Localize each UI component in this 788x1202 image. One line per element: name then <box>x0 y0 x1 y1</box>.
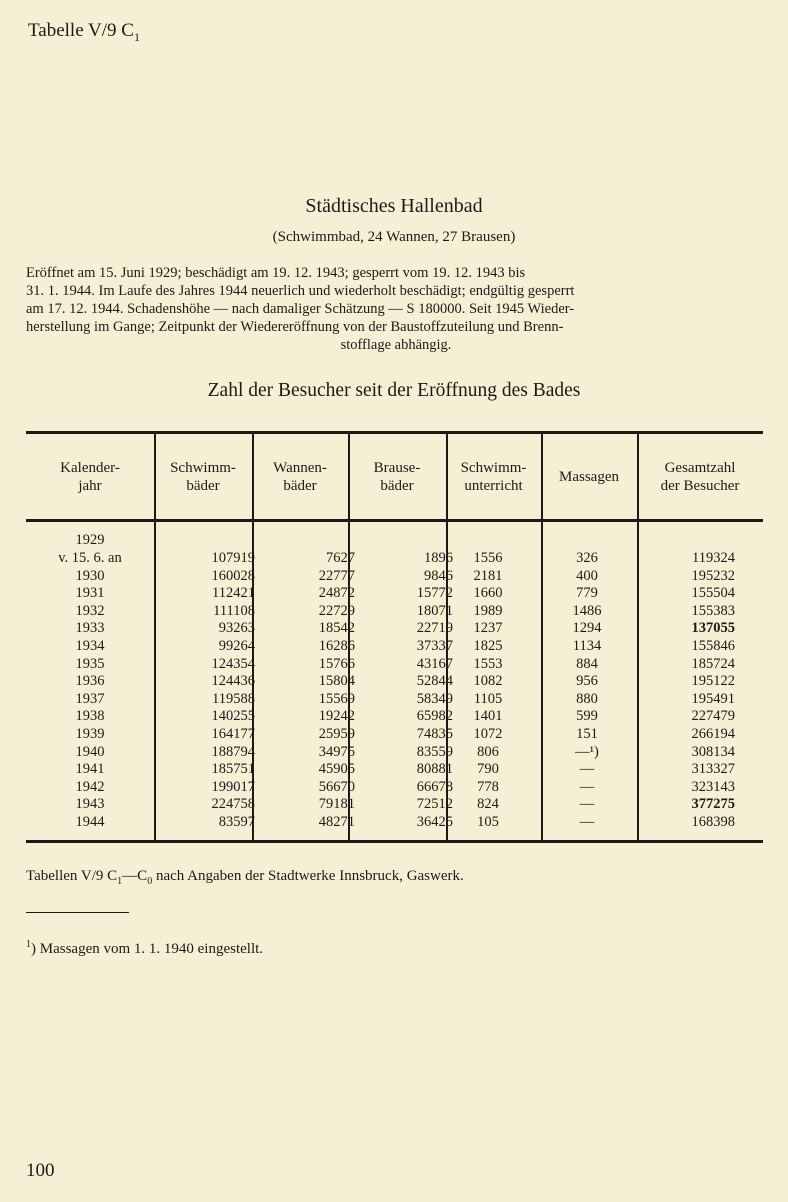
cell-wannenbaeder: 45905 <box>318 761 355 778</box>
cell-schwimmbaeder: 111108 <box>213 602 255 619</box>
cell-brausebaeder: 80881 <box>416 761 453 778</box>
header-wannenbaeder: Wannen- bäder <box>273 459 327 494</box>
cell-year: 1931 <box>75 585 105 602</box>
cell-wannenbaeder: 79181 <box>318 796 355 813</box>
visitor-table <box>26 431 763 843</box>
cell-schwimmbaeder: 160028 <box>211 567 255 584</box>
cell-schwimmbaeder: 199017 <box>211 778 255 795</box>
cell-massagen: 884 <box>576 655 598 672</box>
cell-schwimmunterricht: 790 <box>477 761 499 778</box>
header-gesamtzahl: Gesamtzahl der Besucher <box>660 459 740 494</box>
cell-year: 1944 <box>75 814 105 830</box>
table-row <box>26 656 763 674</box>
cell-year: 1934 <box>75 638 105 654</box>
cell-massagen: 880 <box>576 690 598 707</box>
cell-schwimmunterricht: 806 <box>477 743 499 760</box>
cell-brausebaeder: 18071 <box>416 602 453 619</box>
cell-year: 1930 <box>75 567 105 584</box>
cell-wannenbaeder: 15804 <box>318 673 355 690</box>
table-row <box>26 585 763 603</box>
source-note: Tabellen V/9 $C_1—C_0$ nach Angaben der Stadtwerke Innsbruck, Gaswerk. <box>26 868 464 887</box>
cell-schwimmunterricht: 1660 <box>473 585 503 602</box>
table-row <box>26 691 763 709</box>
cell-gesamtzahl: 323143 <box>691 778 735 795</box>
table-row <box>26 814 763 832</box>
table-row <box>26 744 763 762</box>
cell-year: 1941 <box>75 761 105 778</box>
intro-line: 31. 1. 1944. Im Laufe des Jahres 1944 neuerlich und wiederholt beschädigt; endgültig gesperrt <box>26 283 575 299</box>
cell-schwimmbaeder: 124436 <box>211 673 255 690</box>
cell-wannenbaeder: 19242 <box>318 708 355 725</box>
header-schwimmbaeder: Schwimm- bäder <box>170 459 236 494</box>
cell-gesamtzahl: 155846 <box>691 638 735 654</box>
cell-gesamtzahl: 195122 <box>691 673 735 690</box>
cell-schwimmbaeder: 99264 <box>218 638 255 654</box>
cell-brausebaeder: 83559 <box>416 743 453 760</box>
cell-wannenbaeder: 34975 <box>318 743 355 760</box>
cell-schwimmunterricht: 1553 <box>473 655 503 672</box>
cell-massagen: 151 <box>576 726 598 742</box>
cell-massagen: 1134 <box>572 638 602 654</box>
cell-schwimmunterricht: 1082 <box>473 673 503 690</box>
cell-year: 1932 <box>75 602 105 619</box>
cell-schwimmbaeder: 124354 <box>211 655 255 672</box>
cell-gesamtzahl: 155383 <box>691 602 735 619</box>
table-caption: Zahl der Besucher seit der Eröffnung des Bades <box>207 380 581 401</box>
cell-year: 1939 <box>75 726 105 742</box>
intro-line: stofflage abhängig. <box>340 337 452 353</box>
page-subtitle: (Schwimmbad, 24 Wannen, 27 Brausen) <box>272 229 516 245</box>
page-number: 100 <box>26 1160 55 1181</box>
table-row <box>26 603 763 621</box>
cell-massagen: 599 <box>576 708 598 725</box>
cell-massagen: 1486 <box>572 602 602 619</box>
first-year-label: 1929 <box>75 532 105 548</box>
cell-massagen: 326 <box>576 550 598 566</box>
header-schwimmunterricht: Schwimm- unterricht <box>460 459 527 494</box>
cell-schwimmunterricht: 1556 <box>473 550 503 566</box>
cell-brausebaeder: 65982 <box>416 708 453 725</box>
cell-brausebaeder: 22719 <box>416 620 453 637</box>
cell-year: 1943 <box>75 796 105 813</box>
table-row <box>26 673 763 691</box>
cell-massagen: —¹) <box>575 743 599 760</box>
cell-schwimmunterricht: 1237 <box>473 620 503 637</box>
cell-wannenbaeder: 7627 <box>326 550 355 566</box>
cell-brausebaeder: 72512 <box>416 796 453 813</box>
cell-schwimmunterricht: 1401 <box>473 708 503 725</box>
cell-schwimmunterricht: 778 <box>477 778 499 795</box>
cell-schwimmbaeder: 112421 <box>212 585 255 602</box>
cell-schwimmbaeder: 83597 <box>218 814 255 830</box>
cell-wannenbaeder: 48271 <box>318 814 355 830</box>
cell-gesamtzahl: 155504 <box>691 585 735 602</box>
intro-line: am 17. 12. 1944. Schadenshöhe — nach damaliger Schätzung — S 180000. Seit 1945 Wieder- <box>26 301 575 317</box>
cell-year: v. 15. 6. an <box>58 550 122 566</box>
cell-massagen: 1294 <box>572 620 602 637</box>
cell-brausebaeder: 58349 <box>416 690 453 707</box>
cell-brausebaeder: 1896 <box>424 550 453 566</box>
cell-gesamtzahl: 377275 <box>691 796 735 813</box>
footnote-divider <box>26 912 129 913</box>
cell-brausebaeder: 37337 <box>416 638 453 654</box>
cell-massagen: — <box>579 761 595 778</box>
cell-year: 1942 <box>75 778 105 795</box>
header-rule <box>26 519 763 522</box>
cell-schwimmbaeder: 107919 <box>211 550 255 566</box>
cell-massagen: — <box>579 814 595 830</box>
cell-gesamtzahl: 137055 <box>691 620 735 637</box>
cell-schwimmunterricht: 1105 <box>473 690 503 707</box>
cell-schwimmunterricht: 1989 <box>473 602 503 619</box>
cell-massagen: — <box>579 778 595 795</box>
cell-schwimmbaeder: 119588 <box>212 690 255 707</box>
cell-schwimmbaeder: 140255 <box>211 708 255 725</box>
cell-gesamtzahl: 195232 <box>691 567 735 584</box>
cell-massagen: — <box>579 796 595 813</box>
cell-gesamtzahl: 119324 <box>692 550 735 566</box>
cell-gesamtzahl: 185724 <box>691 655 735 672</box>
cell-gesamtzahl: 195491 <box>691 690 735 707</box>
cell-year: 1940 <box>75 743 105 760</box>
cell-brausebaeder: 15772 <box>416 585 453 602</box>
cell-wannenbaeder: 15569 <box>318 690 355 707</box>
cell-wannenbaeder: 22777 <box>318 567 355 584</box>
page-title: Städtisches Hallenbad <box>305 195 483 217</box>
cell-gesamtzahl: 308134 <box>691 743 735 760</box>
header-kalenderjahr: Kalender- jahr <box>60 459 120 494</box>
cell-gesamtzahl: 227479 <box>691 708 735 725</box>
cell-wannenbaeder: 25959 <box>318 726 355 742</box>
table-row <box>26 761 763 779</box>
cell-schwimmbaeder: 188794 <box>211 743 255 760</box>
cell-gesamtzahl: 313327 <box>691 761 735 778</box>
cell-year: 1938 <box>75 708 105 725</box>
footnote: $^1$) Massagen vom 1. 1. 1940 eingestellt. <box>26 939 264 957</box>
cell-schwimmunterricht: 1072 <box>473 726 503 742</box>
cell-brausebaeder: 43167 <box>416 655 453 672</box>
cell-schwimmunterricht: 2181 <box>473 567 503 584</box>
table-row <box>26 620 763 638</box>
cell-massagen: 400 <box>576 567 598 584</box>
cell-massagen: 956 <box>576 673 598 690</box>
cell-schwimmbaeder: 224758 <box>211 796 255 813</box>
cell-massagen: 779 <box>576 585 598 602</box>
cell-brausebaeder: 66678 <box>416 778 453 795</box>
cell-brausebaeder: 9846 <box>424 567 453 584</box>
cell-wannenbaeder: 16286 <box>318 638 355 654</box>
cell-schwimmunterricht: 1825 <box>473 638 503 654</box>
cell-brausebaeder: 74835 <box>416 726 453 742</box>
cell-schwimmbaeder: 185751 <box>211 761 255 778</box>
table-reference: Tabelle V/9 $C_1$ <box>28 20 140 44</box>
cell-schwimmbaeder: 164177 <box>211 726 255 742</box>
table-row <box>26 550 763 568</box>
intro-paragraph <box>26 264 766 354</box>
cell-year: 1936 <box>75 673 105 690</box>
intro-line: Eröffnet am 15. Juni 1929; beschädigt am 19. 12. 1943; gesperrt vom 19. 12. 1943 bis <box>26 265 526 281</box>
cell-year: 1937 <box>75 690 105 707</box>
cell-gesamtzahl: 168398 <box>691 814 735 830</box>
table-row <box>26 779 763 797</box>
cell-wannenbaeder: 22729 <box>318 602 355 619</box>
header-massagen: Massagen <box>559 468 619 485</box>
cell-year: 1933 <box>75 620 105 637</box>
cell-schwimmbaeder: 93263 <box>218 620 255 637</box>
header-brausebaeder: Brause- bäder <box>373 459 421 494</box>
cell-wannenbaeder: 24872 <box>318 585 355 602</box>
cell-wannenbaeder: 18542 <box>318 620 355 637</box>
intro-line: herstellung im Gange; Zeitpunkt der Wiedereröffnung von der Baustoffzuteilung und Brenn- <box>26 319 564 335</box>
table-row <box>26 726 763 744</box>
cell-schwimmunterricht: 824 <box>477 796 499 813</box>
cell-brausebaeder: 52844 <box>416 673 453 690</box>
table-row <box>26 796 763 814</box>
cell-wannenbaeder: 15766 <box>318 655 355 672</box>
cell-gesamtzahl: 266194 <box>691 726 735 742</box>
table-row <box>26 708 763 726</box>
table-row <box>26 638 763 656</box>
cell-brausebaeder: 36425 <box>416 814 453 830</box>
table-row <box>26 568 763 586</box>
cell-schwimmunterricht: 105 <box>477 814 499 830</box>
cell-wannenbaeder: 56670 <box>318 778 355 795</box>
cell-year: 1935 <box>75 655 105 672</box>
